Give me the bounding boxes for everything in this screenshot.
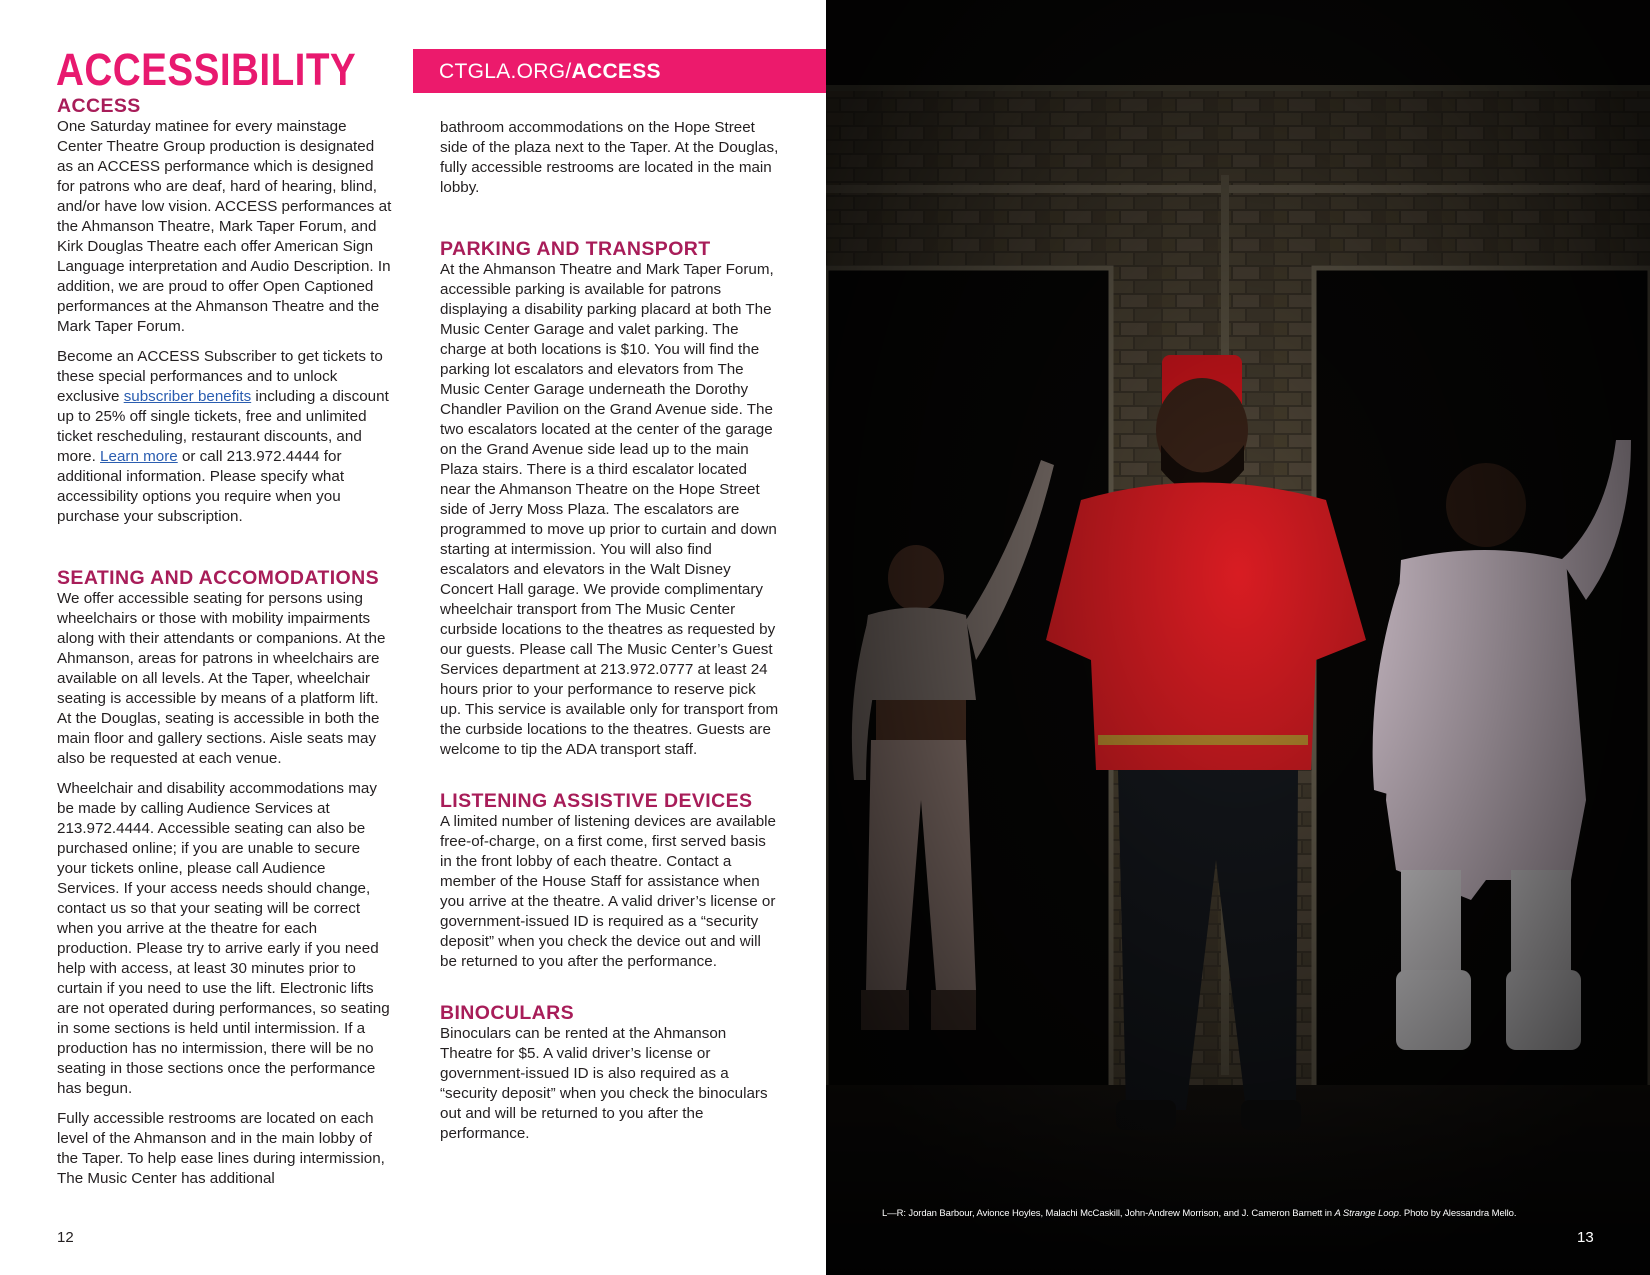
parking-paragraph: At the Ahmanson Theatre and Mark Taper Forum, accessible parking is available for patrons displaying a disability parking placard at both The Music Center Garage and valet parking. The charge at both locations is $10. You will find the parking lot escalators and elevators from The Music Center Garage underneath the Dorothy Chandler Pavilion on the Grand Avenue side. The two escalators located at the center of the garage on the Grand Avenue side lead up to the main Plaza stairs. There is a third escalator located near the Ahmanson Theatre on the Hope Street side of Jerry Moss Plaza. The escalators are programmed to move up prior to curtain and down starting at intermission. You will also find escalators and elevators in the Walt Disney Concert Hall garage. We provide complimentary wheelchair transport from The Music Center curbside locations to the theatres as requested by our guests. Please call The Music Center’s Guest Services department at 213.972.0777 at least 24 hours prior to your performance to reserve pick up. This service is available only for transport from the curbside locations to the theatres. Guests are welcome to tip the ADA transport staff.: [440, 261, 779, 758]
seating-paragraph-3-continued: bathroom accommodations on the Hope Street side of the plaza next to the Taper. At the Douglas, fully accessible restrooms are located in the main lobby.: [440, 119, 779, 196]
url-suffix: ACCESS: [571, 60, 661, 83]
access-paragraph-1: One Saturday matinee for every mainstage Center Theatre Group production is designated as an ACCESS performance which is designed for patrons who are deaf, hard of hearing, blind, and/or have low vision. ACCESS performances at the Ahmanson Theatre, Mark Taper Forum, and Kirk Douglas Theatre each offer American Sign Language interpretation and Audio Description. In addition, we are proud to offer Open Captioned performances at the Ahmanson Theatre and the Mark Taper Forum.: [57, 118, 392, 335]
show-title: A Strange Loop: [1334, 1208, 1399, 1219]
url-banner[interactable]: [413, 49, 826, 93]
column-right: [440, 118, 780, 1154]
listening-paragraph: A limited number of listening devices are available free-of-charge, on a first come, first served basis in the front lobby of each theatre. Contact a member of the House Staff for assistance when you arrive at the theatre. A valid driver’s license or government-issued ID is required as a “security deposit” when you check the device out and will be returned to you after the performance.: [440, 813, 776, 970]
subscriber-benefits-link[interactable]: subscriber benefits: [123, 388, 252, 405]
access-paragraph-2: Become an ACCESS Subscriber to get tickets to these special performances and to unlock exclusive subscriber benefits including a discount up to 25% off single tickets, free and unlimited ticket rescheduling, restaurant discounts, and more. Learn more or call 213.972.4444 for additional information. Please specify what accessibility options you require when you purchase your subscription.: [57, 348, 389, 525]
photo-caption: L—R: Jordan Barbour, Avionce Hoyles, Malachi McCaskill, John-Andrew Morrison, and J. Cameron Barnett in A Strange Loop. Photo by Alessandra Mello.: [882, 1208, 1517, 1219]
page-title: ACCESSIBILITY: [56, 44, 357, 95]
binoculars-heading: BINOCULARS: [440, 1002, 574, 1024]
url-banner-text[interactable]: [439, 60, 661, 84]
page-number-left: 12: [57, 1229, 74, 1246]
listening-heading: LISTENING ASSISTIVE DEVICES: [440, 790, 753, 812]
binoculars-paragraph: Binoculars can be rented at the Ahmanson Theatre for $5. A valid driver’s license or government-issued ID is also required as a “security deposit” when you check the binoculars out and will be returned to you after the performance.: [440, 1025, 768, 1142]
production-photo: [826, 0, 1650, 1275]
learn-more-link[interactable]: Learn more: [100, 448, 178, 465]
seating-paragraph-3: Fully accessible restrooms are located on each level of the Ahmanson and in the main lobby of the Taper. To help ease lines during intermission, The Music Center has additional: [57, 1110, 385, 1187]
page-number-right: 13: [1577, 1229, 1594, 1246]
column-left: [57, 95, 392, 1199]
parking-heading: PARKING AND TRANSPORT: [440, 238, 711, 260]
seating-paragraph-2: Wheelchair and disability accommodations may be made by calling Audience Services at 213.972.4444. Accessible seating can also be purchased online; if you are unable to secure your tickets online, please call Audience Services. If your access needs should change, contact us so that your seating will be correct when you arrive at the theatre for each production. Please try to arrive early if you need help with access, at least 30 minutes prior to curtain if you need to use the lift. Electronic lifts are not operated during performances, so seating in some sections is held until intermission. If a production has no intermission, there will be no seating in those sections once the performance has begun.: [57, 780, 390, 1097]
seating-paragraph-1: We offer accessible seating for persons using wheelchairs or those with mobility impairments along with their attendants or companions. At the Ahmanson, areas for patrons in wheelchairs are available on all levels. At the Taper, wheelchair seating is accessible by means of a platform lift. At the Douglas, seating is accessible in both the main floor and gallery sections. Aisle seats may also be requested at each venue.: [57, 590, 386, 767]
access-heading: ACCESS: [57, 95, 141, 117]
seating-heading: SEATING AND ACCOMODATIONS: [57, 567, 379, 589]
url-prefix: CTGLA.ORG/: [439, 60, 572, 83]
